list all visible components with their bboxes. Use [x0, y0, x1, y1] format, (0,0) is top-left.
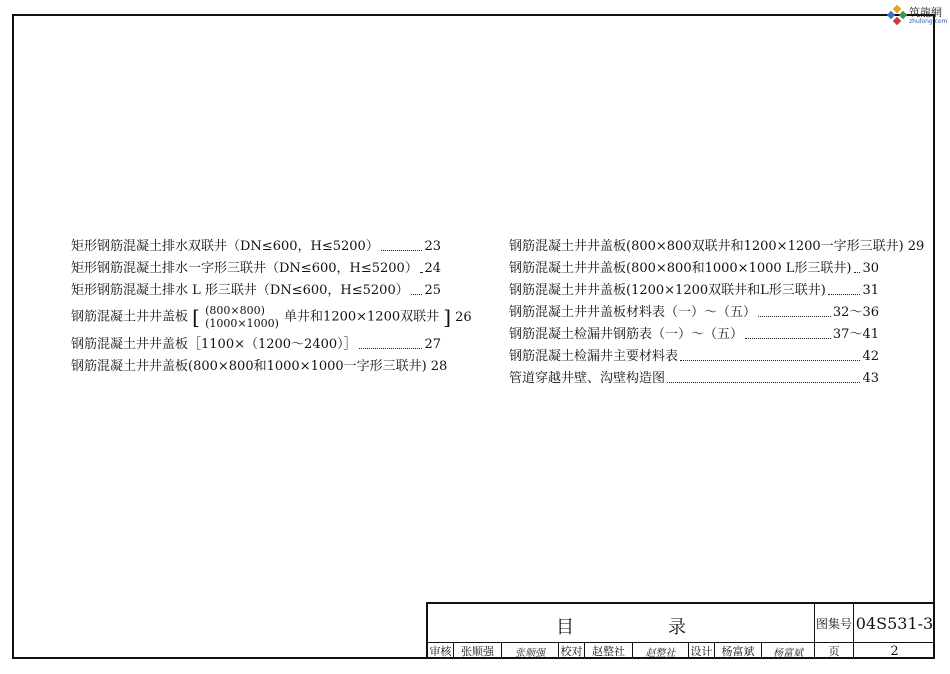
toc-title-prefix: 钢筋混凝土井井盖板: [71, 309, 189, 325]
toc-title: 钢筋混凝土井井盖板(800×800和1000×1000一字形三联井): [71, 358, 427, 374]
toc-page: 31: [862, 282, 879, 298]
toc-title: [71, 304, 451, 330]
toc-leader: [420, 272, 423, 273]
toc-item: [71, 301, 472, 333]
toc-leader: [828, 294, 861, 295]
toc-item: [509, 279, 879, 301]
toc-item: [71, 235, 441, 257]
toc-page: 25: [424, 282, 441, 298]
checker-signature: 赵整社: [633, 643, 689, 659]
toc-left-column: [71, 235, 472, 377]
toc-item: [71, 257, 441, 279]
toc-title: 钢筋混凝土井井盖板［1100×（1200～2400）］: [71, 336, 357, 352]
toc-title: 钢筋混凝土检漏井主要材料表: [509, 348, 679, 364]
logo-url: zhulong.com: [909, 18, 948, 25]
toc-item: [71, 355, 448, 377]
toc-page: 28: [430, 358, 448, 374]
toc-page: 42: [862, 348, 879, 364]
atlas-code: 04S531-3: [855, 613, 934, 633]
fraction-bottom: (1000×1000): [205, 317, 279, 330]
check-label: 校对: [559, 643, 585, 659]
reviewer-name: 张顺强: [454, 643, 502, 659]
toc-leader: [359, 348, 423, 349]
toc-item: [71, 279, 441, 301]
fraction-top: (800×800): [205, 304, 265, 317]
toc-title: 管道穿越井壁、沟壁构造图: [509, 370, 666, 386]
checker-name: 赵整社: [585, 643, 633, 659]
toc-title: 钢筋混凝土井井盖板材料表（一）～（五）: [509, 304, 757, 320]
toc-page: 30: [862, 260, 879, 276]
toc-item: [509, 257, 879, 279]
toc-leader: [411, 294, 423, 295]
toc-title: 矩形钢筋混凝土排水 L 形三联井（DN≤600，H≤5200）: [71, 282, 409, 298]
designer-name: 杨富斌: [715, 643, 762, 659]
toc-page: 24: [424, 260, 441, 276]
page-label: 页: [815, 643, 854, 659]
logo-diamond-icon: [887, 5, 907, 25]
toc-page: 32～36: [832, 304, 879, 320]
toc-leader: [381, 250, 423, 251]
size-fraction: [205, 304, 279, 330]
toc-leader: [758, 316, 831, 317]
toc-item: [509, 301, 879, 323]
toc-title: 钢筋混凝土检漏井钢筋表（一）～（五）: [509, 326, 744, 342]
toc-title: 钢筋混凝土井井盖板(1200×1200双联井和L形三联井): [509, 282, 826, 298]
toc-leader: [854, 272, 861, 273]
toc-leader: [680, 360, 860, 361]
design-label: 设计: [689, 643, 715, 659]
toc-item: [71, 333, 441, 355]
reviewer-signature: 张顺强: [502, 643, 559, 659]
toc-item: [509, 235, 925, 257]
title-block-title: [428, 604, 815, 642]
toc-title: 钢筋混凝土井井盖板(800×800双联井和1200×1200一字形三联井): [509, 238, 904, 254]
designer-signature: 杨富斌: [762, 643, 815, 659]
toc-item: [509, 323, 879, 345]
toc-right-column: [509, 235, 925, 389]
toc-page: 27: [424, 336, 441, 352]
page-number: 2: [890, 643, 899, 659]
toc-title: 钢筋混凝土井井盖板(800×800和1000×1000 L形三联井): [509, 260, 852, 276]
toc-title: 矩形钢筋混凝土排水一字形三联井（DN≤600，H≤5200）: [71, 260, 418, 276]
toc-title: 矩形钢筋混凝土排水双联井（DN≤600，H≤5200）: [71, 238, 379, 254]
title-block: [426, 602, 935, 659]
right-bracket: ]: [443, 305, 452, 329]
title-char-2: 录: [668, 617, 686, 638]
toc-title-suffix: 单井和1200×1200双联井: [284, 309, 440, 325]
toc-leader: [745, 338, 831, 339]
toc-page: 23: [424, 238, 441, 254]
toc-page: 29: [907, 238, 925, 254]
toc-leader: [667, 382, 860, 383]
toc-page: 26: [455, 309, 472, 325]
toc-page: 43: [862, 370, 879, 386]
toc-item: [509, 367, 879, 389]
review-label: 审核: [428, 643, 454, 659]
title-char-1: 目: [556, 617, 574, 638]
toc-page: 37～41: [832, 326, 879, 342]
atlas-label: 图集号: [815, 604, 854, 642]
toc-item: [509, 345, 879, 367]
site-logo: [887, 3, 949, 29]
title-block-signature-row: [428, 642, 935, 659]
logo-name: 筑龍網: [909, 6, 942, 19]
left-bracket: [: [192, 305, 200, 329]
